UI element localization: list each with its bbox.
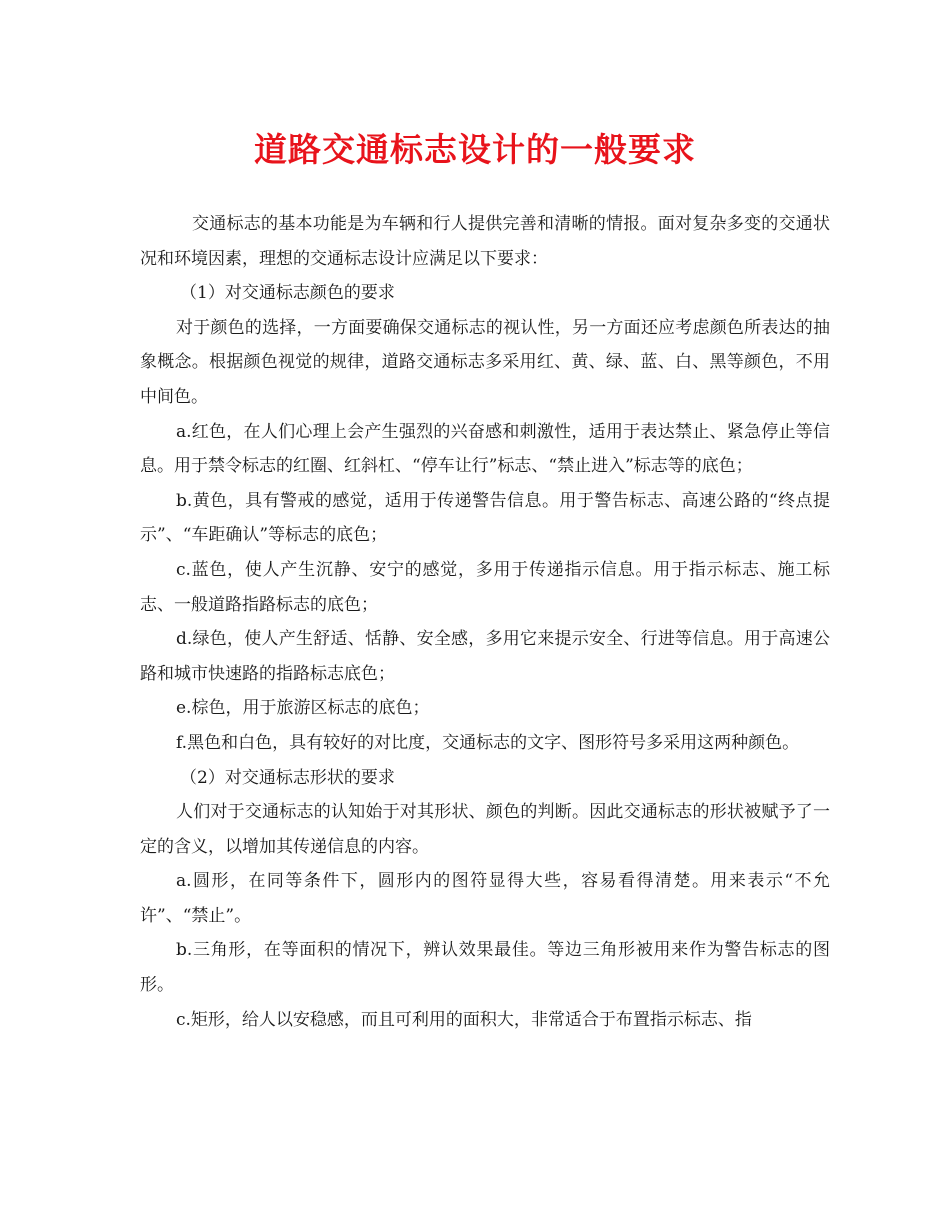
- shape-item-rectangle: c.矩形，给人以安稳感，而且可利用的面积大，非常适合于布置指示标志、指: [176, 1009, 752, 1030]
- color-overview-paragraph: 对于颜色的选择，一方面要确保交通标志的视认性，另一方面还应考虑颜色所表达的抽象概念。根据颜色视觉的规律，道路交通标志多采用红、黄、绿、蓝、白、黑等颜色，不用中间色。: [140, 317, 830, 407]
- document-body: [140, 207, 830, 1037]
- color-item-green: d.绿色，使人产生舒适、恬静、安全感，多用它来提示安全、行进等信息。用于高速公路和城市快速路的指路标志底色；: [140, 629, 830, 684]
- shape-item-circle: a.圆形，在同等条件下，圆形内的图符显得大些，容易看得清楚。用来表示“不允许”、“禁止”。: [140, 871, 830, 926]
- color-item-black-white: f.黑色和白色，具有较好的对比度，交通标志的文字、图形符号多采用这两种颜色。: [176, 732, 800, 753]
- intro-paragraph: 交通标志的基本功能是为车辆和行人提供完善和清晰的情报。面对复杂多变的交通状况和环境因素，理想的交通标志设计应满足以下要求：: [140, 214, 830, 269]
- section-heading-color: （1）对交通标志颜色的要求: [180, 283, 395, 304]
- color-item-blue: c.蓝色，使人产生沉静、安宁的感觉，多用于传递指示信息。用于指示标志、施工标志、一般道路指路标志的底色；: [140, 559, 830, 615]
- color-item-brown: e.棕色，用于旅游区标志的底色；: [176, 698, 430, 719]
- color-item-yellow: b.黄色，具有警戒的感觉，适用于传递警告信息。用于警告标志、高速公路的“终点提示”、“车距确认”等标志的底色；: [140, 490, 830, 546]
- color-item-red: a.红色，在人们心理上会产生强烈的兴奋感和刺激性，适用于表达禁止、紧急停止等信息。用于禁令标志的红圈、红斜杠、“停车让行”标志、“禁止进入”标志等的底色；: [140, 421, 830, 477]
- document-title: 道路交通标志设计的一般要求: [254, 130, 696, 169]
- shape-overview-paragraph: 人们对于交通标志的认知始于对其形状、颜色的判断。因此交通标志的形状被赋予了一定的含义，以增加其传递信息的内容。: [140, 802, 830, 857]
- shape-item-triangle: b.三角形，在等面积的情况下，辨认效果最佳。等边三角形被用来作为警告标志的图形。: [140, 940, 830, 996]
- section-heading-shape: （2）对交通标志形状的要求: [180, 767, 395, 788]
